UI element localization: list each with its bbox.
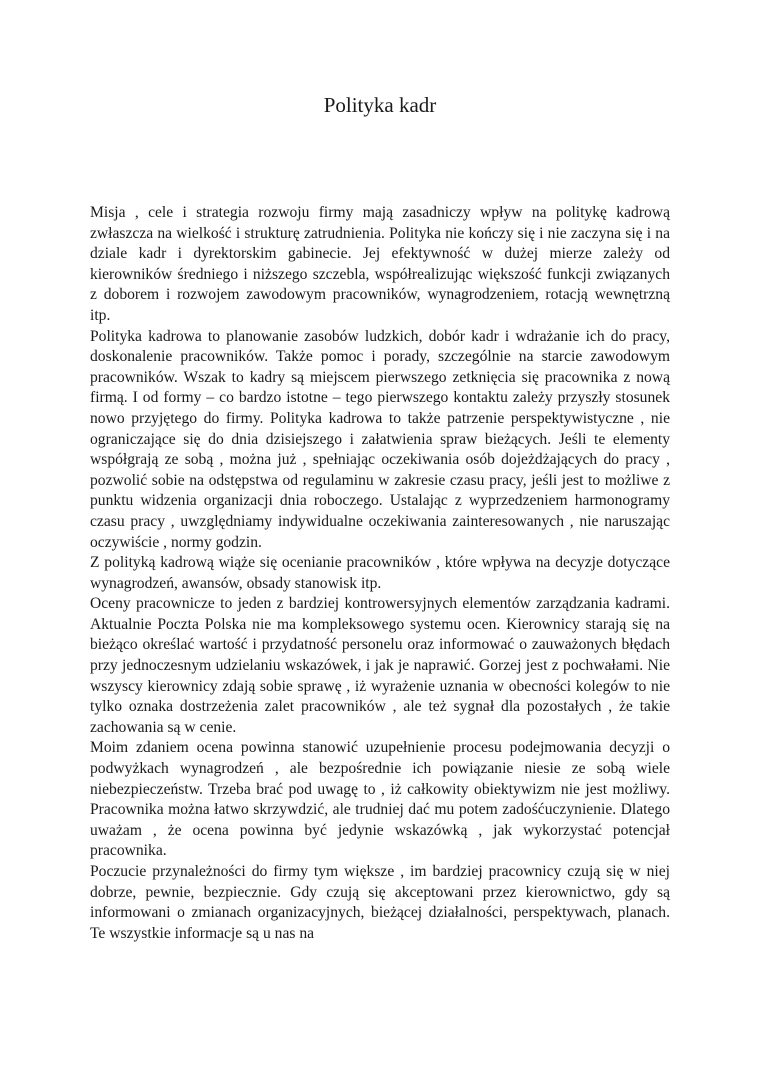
paragraph: Misja , cele i strategia rozwoju firmy mają zasadniczy wpływ na politykę kadrową zwłaszcza na wielkość i strukturę zatrudnienia. Polityka nie kończy się i nie zaczyna się i na dziale kadr i dyrektorskim gabinecie. Jej efektywność w dużej mierze zależy od kierowników średniego i niższego szczebla, współrealizując większość funkcji związanych z doborem i rozwojem zawodowym pracowników, wynagrodzeniem, rotacją wewnętrzną itp. (90, 204, 670, 324)
page-title: Polityka kadr (323, 93, 437, 117)
paragraph: Oceny pracownicze to jeden z bardziej kontrowersyjnych elementów zarządzania kadrami. Aktualnie Poczta Polska nie ma kompleksowego systemu ocen. Kierownicy starają się na bieżąco określać wartość i przydatność personelu oraz informować o zauważonych błędach przy jednoczesnym udzielaniu wskazówek, i jak je naprawić. Gorzej jest z pochwałami. Nie wszyscy kierownicy zdają sobie sprawę , iż wyrażenie uznania w obecności kolegów to nie tylko oznaka dostrzeżenia zalet pracowników , ale też sygnał dla pozostałych , że takie zachowania są w cenie. (90, 595, 670, 736)
paragraph: Moim zdaniem ocena powinna stanowić uzupełnienie procesu podejmowania decyzji o podwyżkach wynagrodzeń , ale bezpośrednie ich powiązanie niesie ze sobą wiele niebezpieczeństw. Trzeba brać pod uwagę to , iż całkowity obiektywizm nie jest możliwy. Pracownika można łatwo skrzywdzić, ale trudniej dać mu potem zadośćuczynienie. Dlatego uważam , że ocena powinna być jedynie wskazówką , jak wykorzystać potencjał pracownika. (90, 739, 670, 860)
paragraph: Poczucie przynależności do firmy tym większe , im bardziej pracownicy czują się w niej dobrze, pewnie, bezpiecznie. Gdy czują się akceptowani przez kierownictwo, gdy są informowani o zmianach organizacyjnych, bieżącej działalności, perspektywach, planach. Te wszystkie informacje są u nas na (90, 863, 670, 942)
paragraph: Polityka kadrowa to planowanie zasobów ludzkich, dobór kadr i wdrażanie ich do pracy, doskonalenie pracowników. Także pomoc i porady, szczególnie na starcie zawodowym pracowników. Wszak to kadry są miejscem pierwszego zetknięcia się pracownika z nową firmą. I od formy – co bardzo istotne – tego pierwszego kontaktu zależy przyszły stosunek nowo przyjętego do firmy. Polityka kadrowa to także patrzenie perspektywistyczne , nie ograniczające się do dnia dzisiejszego i załatwienia spraw bieżących. Jeśli te elementy współgrają ze sobą , można już , spełniając oczekiwania osób dojeżdżających do pracy , pozwolić sobie na odstępstwa od regulaminu w zakresie czasu pracy, jeśli jest to możliwe z punktu widzenia organizacji dnia roboczego. Ustalając z wyprzedzeniem harmonogramy czasu pracy , uwzględniamy indywidualne oczekiwania zainteresowanych , nie naruszając oczywiście , normy godzin. (90, 327, 670, 551)
paragraph: Z polityką kadrową wiąże się ocenianie pracowników , które wpływa na decyzje dotyczące wynagrodzeń, awansów, obsady stanowisk itp. (90, 554, 670, 592)
document-body (90, 203, 670, 944)
